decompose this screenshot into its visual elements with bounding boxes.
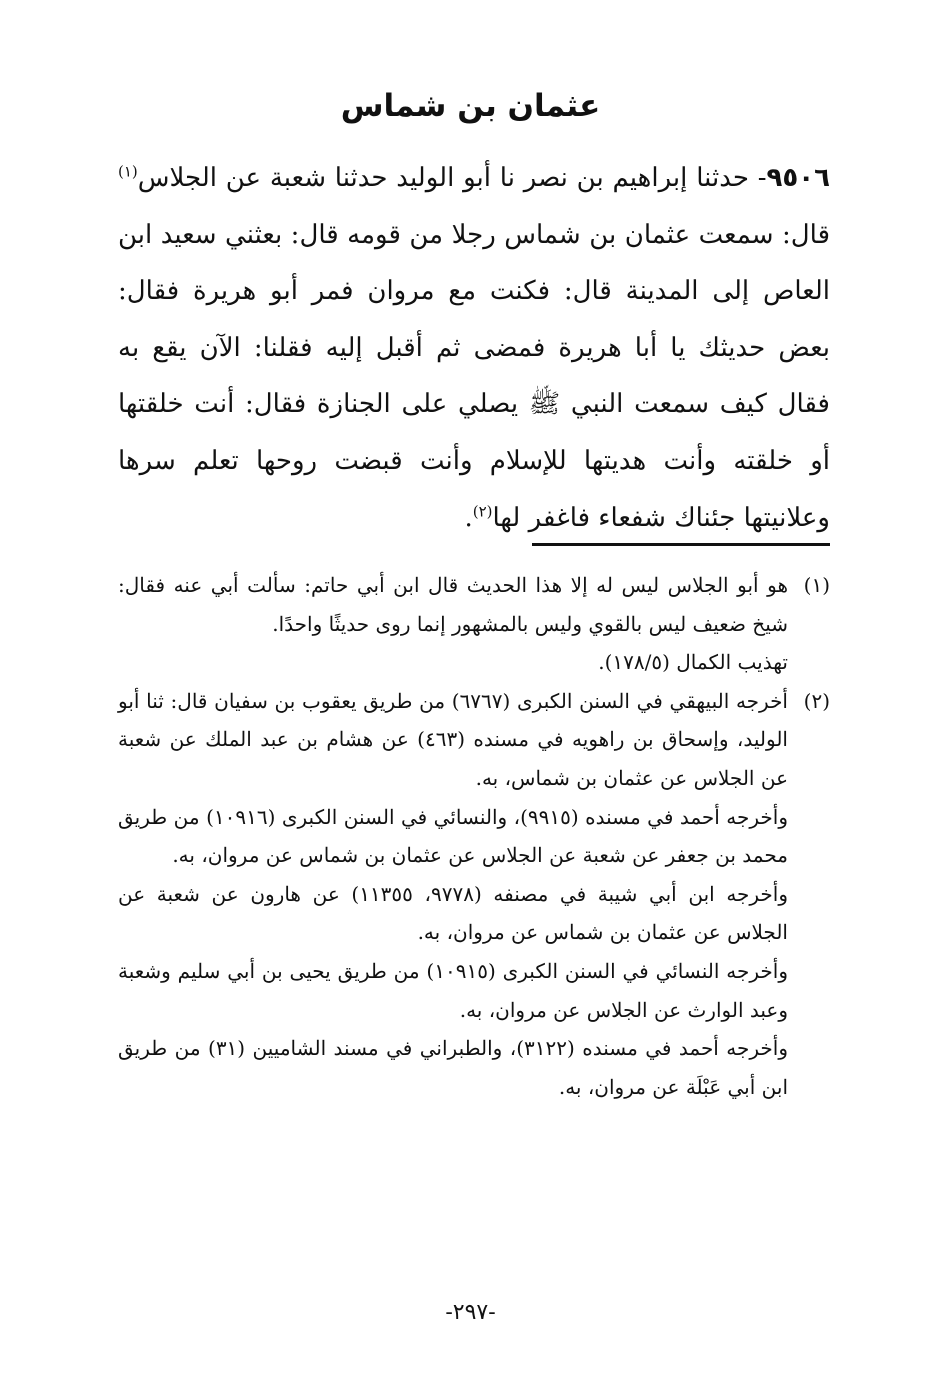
footnote-line: وأخرجه النسائي في السنن الكبرى (١٠٩١٥) من طريق يحيى بن أبي سليم وشعبة وعبد الوارث عن الجلاس عن مروان، به. xyxy=(118,958,788,1022)
footnote-line: وأخرجه أحمد في مسنده (٣١٢٢)، والطبراني في مسند الشاميين (٣١) من طريق ابن أبي عَبْلَة عن مروان، به. xyxy=(118,1036,788,1099)
page-title: عثمان بن شماس xyxy=(340,88,601,124)
footnote-number: (١) xyxy=(803,573,830,597)
footnote-line: هو أبو الجلاس ليس له إلا هذا الحديث قال ابن أبي حاتم: سألت أبي عنه فقال: شيخ ضعيف ليس بالقوي وليس بالمشهور إنما روى حديثًا واحدًا. xyxy=(118,573,788,636)
footnote-ref-1: (١) xyxy=(118,162,138,181)
footnote-line: وأخرجه أحمد في مسنده (٩٩١٥)، والنسائي في السنن الكبرى (١٠٩١٦) من طريق محمد بن جعفر عن شعبة عن الجلاس عن عثمان بن شماس عن مروان، به. xyxy=(118,804,789,868)
hadith-text-end: . xyxy=(464,502,473,533)
footnote-number: (٢) xyxy=(803,688,830,713)
footnote-line: أخرجه البيهقي في السنن الكبرى (٦٧٦٧) من طريق يعقوب بن سفيان قال: ثنا أبو الوليد، وإسحاق بن راهويه في مسنده (٤٦٣) عن هشام بن عبد الملك عن شعبة عن الجلاس عن عثمان بن شماس، به. xyxy=(118,688,788,790)
footnote-body xyxy=(118,682,788,1107)
hadith-text-middle: قال: سمعت عثمان بن شماس رجلا من قومه قال: بعثني سعيد ابن العاص إلى المدينة قال: فكنت مع مروان فمر أبو هريرة فقال: بعض حديثك يا أبا هريرة فمضى ثم أقبل إليه فقلنا: الآن يقع به فقال كيف سمعت النبي ﷺ يصلي على الجنازة فقال: أنت خلقتها أو خلقته وأنت هديتها للإسلام وأنت قبضت روحها تعلم سرها وعلانيتها جئناك شفعاء فاغفر لها xyxy=(118,219,830,533)
hadith-paragraph xyxy=(118,150,830,546)
footnote-2 xyxy=(118,682,830,1107)
footnote-body xyxy=(118,566,788,682)
footnote-separator xyxy=(532,543,830,546)
footnote-line: تهذيب الكمال (١٧٨/٥). xyxy=(598,650,788,675)
footnotes xyxy=(118,566,830,1106)
footnote-ref-2: (٢) xyxy=(472,501,493,520)
hadith-text-start: - حدثنا إبراهيم بن نصر نا أبو الوليد حدثنا شعبة عن الجلاس xyxy=(137,163,767,193)
hadith-number: ٩٥٠٦ xyxy=(766,163,830,193)
footnote-1 xyxy=(118,566,830,682)
page-number: -٢٩٧- xyxy=(445,1300,496,1325)
footnote-line: وأخرجه ابن أبي شيبة في مصنفه (٩٧٧٨، ١١٣٥٥) عن هارون عن شعبة عن الجلاس عن عثمان بن شماس عن مروان، به. xyxy=(118,881,789,945)
